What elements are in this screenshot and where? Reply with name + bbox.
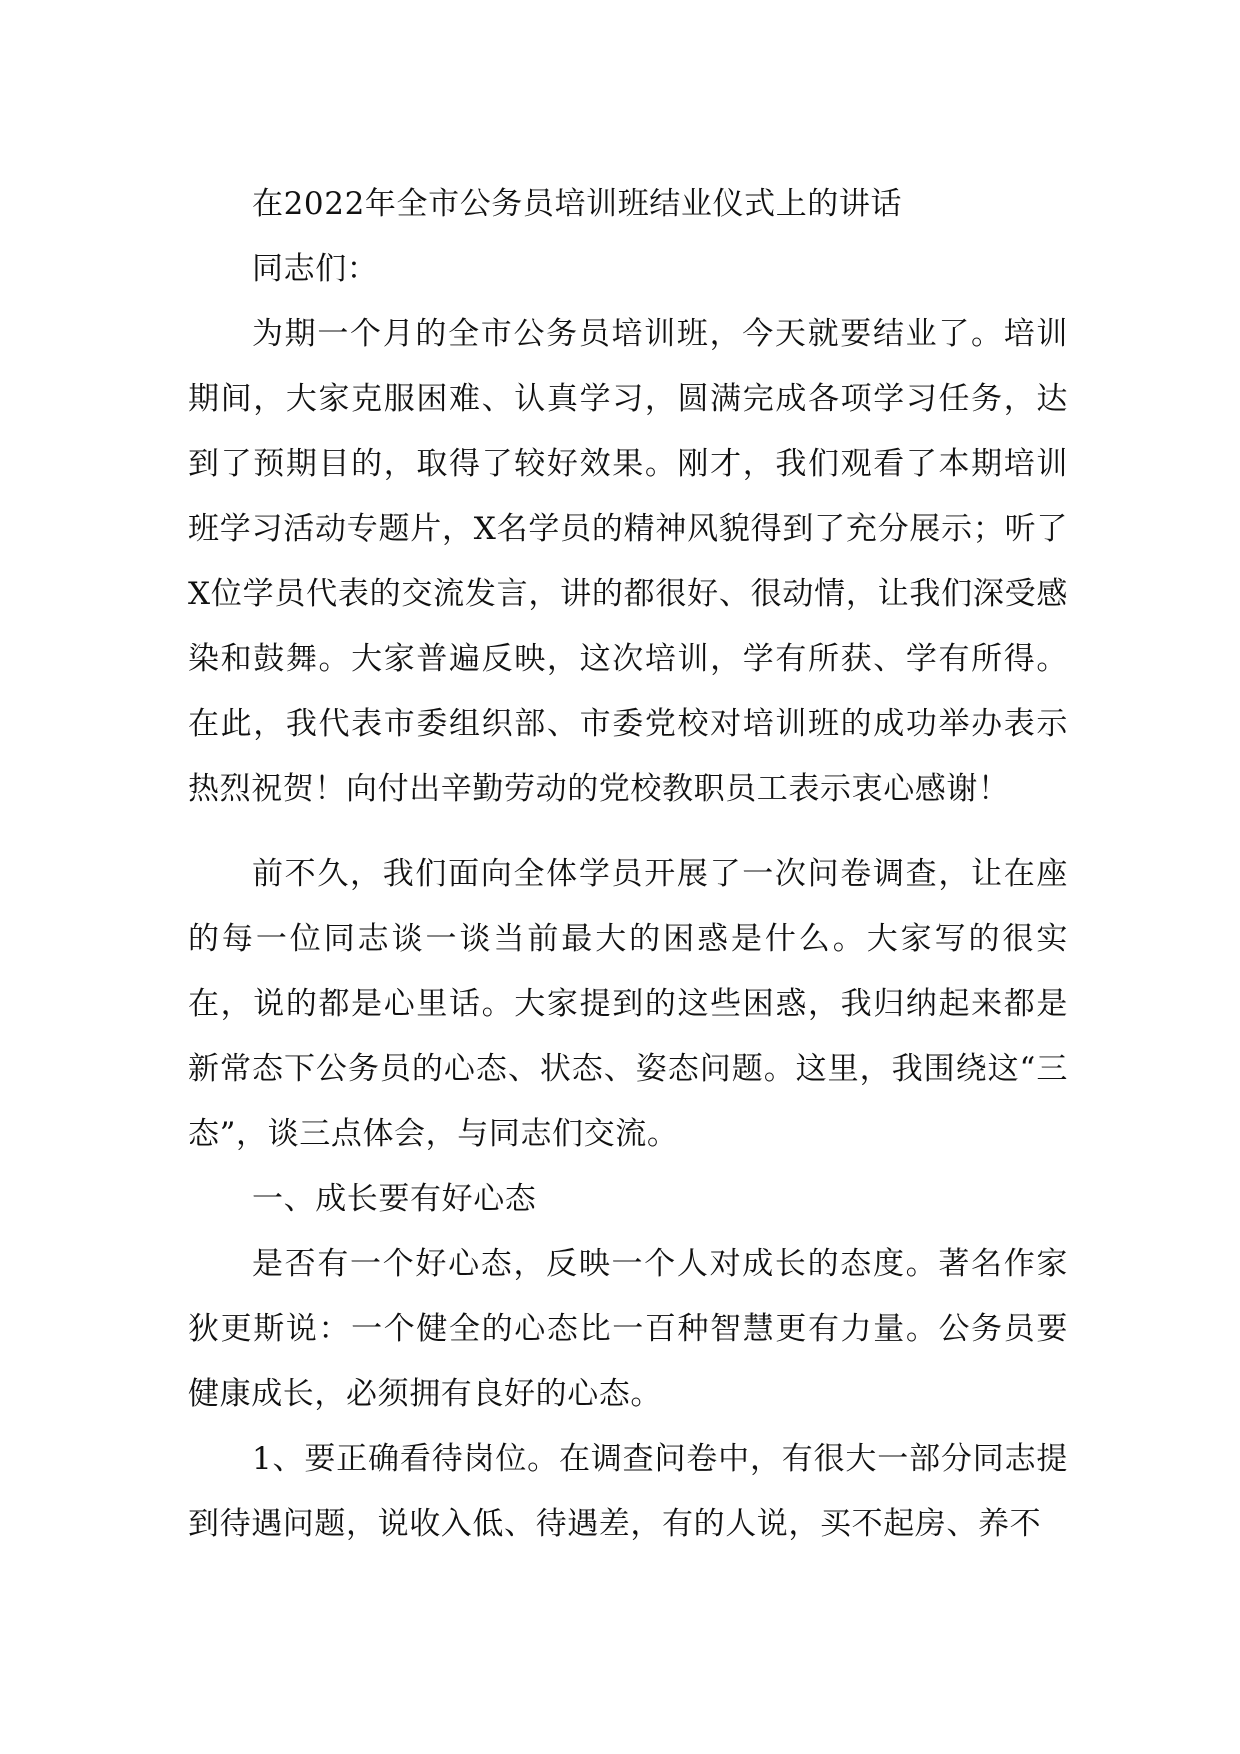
speech-title: 在2022年全市公务员培训班结业仪式上的讲话	[252, 186, 903, 222]
paragraph-point-1: 1、要正确看待岗位。在调查问卷中，有很大一部分同志提到待遇问题，说收入低、待遇差，有的人说，买不起房、养不	[188, 1441, 1068, 1542]
salutation: 同志们：	[252, 251, 379, 287]
paragraph-survey: 前不久，我们面向全体学员开展了一次问卷调查，让在座的每一位同志谈一谈当前最大的困惑是什么。大家写的很实在，说的都是心里话。大家提到的这些困惑，我归纳起来都是新常态下公务员的心态、状态、姿态问题。这里，我围绕这“三态”，谈三点体会，与同志们交流。	[188, 856, 1068, 1152]
document-body	[188, 172, 1068, 1557]
paragraph-opening: 为期一个月的全市公务员培训班，今天就要结业了。培训期间，大家克服困难、认真学习，圆满完成各项学习任务，达到了预期目的，取得了较好效果。刚才，我们观看了本期培训班学习活动专题片，X名学员的精神风貌得到了充分展示；听了X位学员代表的交流发言，讲的都很好、很动情，让我们深受感染和鼓舞。大家普遍反映，这次培训，学有所获、学有所得。在此，我代表市委组织部、市委党校对培训班的成功举办表示热烈祝贺！向付出辛勤劳动的党校教职员工表示衷心感谢！	[188, 316, 1068, 807]
section-heading-1: 一、成长要有好心态	[252, 1181, 537, 1217]
paragraph-mindset: 是否有一个好心态，反映一个人对成长的态度。著名作家狄更斯说：一个健全的心态比一百种智慧更有力量。公务员要健康成长，必须拥有良好的心态。	[188, 1246, 1068, 1412]
